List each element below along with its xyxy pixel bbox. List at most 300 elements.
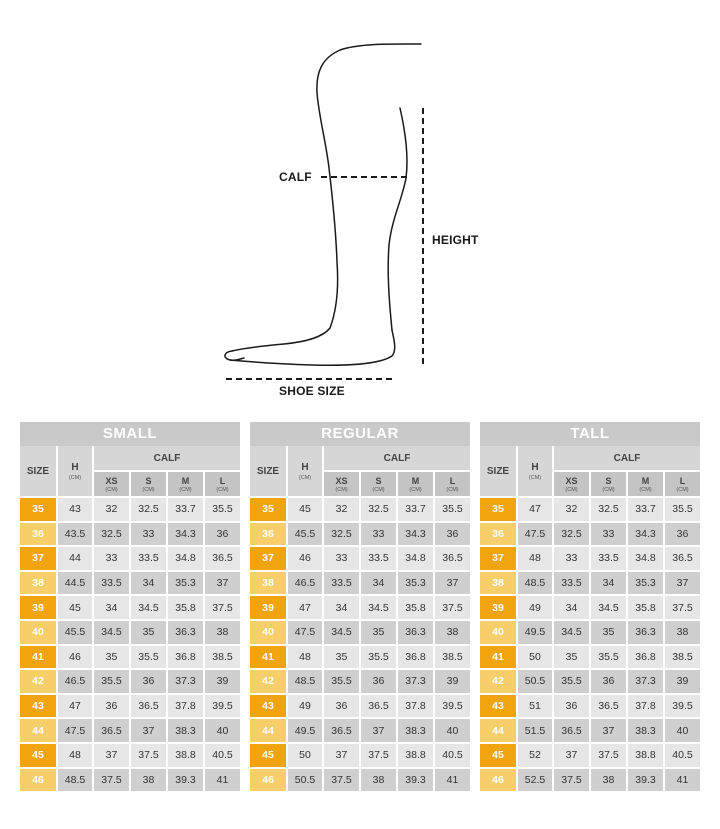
unit-label: (CM) — [409, 486, 422, 493]
table-row — [20, 498, 240, 521]
calf-xs-header — [324, 472, 359, 496]
table-row — [480, 670, 700, 693]
calf-s-cell: 36.5 — [361, 695, 396, 718]
calf-xs-cell: 33 — [554, 547, 589, 570]
table-row — [480, 572, 700, 595]
table-row — [480, 769, 700, 792]
unit-label: (CM) — [298, 474, 312, 481]
calf-l-cell: 40.5 — [205, 744, 240, 767]
height-cell: 52.5 — [518, 769, 552, 792]
calf-l-cell: 37.5 — [435, 596, 470, 619]
size-cell: 35 — [250, 498, 286, 521]
calf-xs-cell: 36.5 — [94, 719, 129, 742]
height-cell: 45.5 — [58, 621, 92, 644]
height-cell: 48.5 — [518, 572, 552, 595]
calf-xs-cell: 33 — [324, 547, 359, 570]
unit-label: (CM) — [602, 486, 615, 493]
height-cell: 49 — [288, 695, 322, 718]
size-cell: 41 — [20, 646, 56, 669]
calf-xs-cell: 35 — [324, 646, 359, 669]
table-body — [20, 498, 240, 791]
calf-l-header — [205, 472, 240, 496]
height-column-header — [518, 446, 552, 496]
table-row — [250, 547, 470, 570]
size-cell: 36 — [20, 523, 56, 546]
calf-l-cell: 39.5 — [665, 695, 700, 718]
calf-xs-cell: 36.5 — [554, 719, 589, 742]
calf-xs-cell: 36 — [324, 695, 359, 718]
calf-m-cell: 37.3 — [628, 670, 663, 693]
table-row — [250, 498, 470, 521]
table-row — [480, 719, 700, 742]
size-table-small — [20, 422, 240, 793]
height-cell: 44 — [58, 547, 92, 570]
height-cell: 46 — [58, 646, 92, 669]
calf-m-cell: 36.3 — [628, 621, 663, 644]
height-cell: 47 — [288, 596, 322, 619]
table-body — [250, 498, 470, 791]
calf-m-cell: 34.3 — [628, 523, 663, 546]
calf-m-cell: 35.3 — [398, 572, 433, 595]
height-cell: 50 — [518, 646, 552, 669]
calf-s-cell: 34 — [361, 572, 396, 595]
calf-xs-cell: 33.5 — [324, 572, 359, 595]
calf-l-header — [665, 472, 700, 496]
size-cell: 39 — [250, 596, 286, 619]
calf-xs-cell: 34 — [554, 596, 589, 619]
calf-s-cell: 37 — [131, 719, 166, 742]
calf-s-cell: 33.5 — [361, 547, 396, 570]
height-header-label: H — [301, 461, 309, 473]
calf-s-cell: 37.5 — [131, 744, 166, 767]
size-cell: 38 — [480, 572, 516, 595]
shoe-size-label: SHOE SIZE — [279, 384, 345, 398]
table-row — [20, 621, 240, 644]
calf-xs-cell: 34 — [94, 596, 129, 619]
size-cell: 45 — [480, 744, 516, 767]
calf-m-cell: 34.8 — [398, 547, 433, 570]
calf-s-cell: 37.5 — [591, 744, 626, 767]
size-cell: 37 — [250, 547, 286, 570]
calf-m-cell: 38.3 — [168, 719, 203, 742]
calf-xs-cell: 35.5 — [554, 670, 589, 693]
size-cell: 44 — [480, 719, 516, 742]
calf-xs-cell: 32 — [94, 498, 129, 521]
calf-m-cell: 37.3 — [398, 670, 433, 693]
calf-s-cell: 35 — [591, 621, 626, 644]
size-cell: 38 — [20, 572, 56, 595]
calf-xs-cell: 35 — [554, 646, 589, 669]
calf-m-cell: 37.8 — [398, 695, 433, 718]
calf-m-cell: 39.3 — [628, 769, 663, 792]
unit-label: (CM) — [335, 486, 348, 493]
table-row — [20, 744, 240, 767]
size-cell: 40 — [20, 621, 56, 644]
calf-label: CALF — [279, 170, 312, 184]
height-cell: 51.5 — [518, 719, 552, 742]
calf-l-cell: 37 — [435, 572, 470, 595]
calf-s-cell: 35.5 — [131, 646, 166, 669]
table-row — [480, 744, 700, 767]
unit-label: (CM) — [142, 486, 155, 493]
calf-xs-cell: 37 — [324, 744, 359, 767]
table-row — [20, 719, 240, 742]
calf-m-cell: 37.3 — [168, 670, 203, 693]
calf-m-cell: 34.8 — [168, 547, 203, 570]
leg-outline-illustration — [0, 0, 720, 410]
calf-m-header — [168, 472, 203, 496]
calf-s-cell: 35.5 — [361, 646, 396, 669]
calf-xs-cell: 34.5 — [324, 621, 359, 644]
calf-m-cell: 37.8 — [168, 695, 203, 718]
calf-m-cell: 36.3 — [168, 621, 203, 644]
calf-m-cell: 33.7 — [628, 498, 663, 521]
calf-s-label: S — [145, 475, 152, 486]
calf-m-cell: 38.3 — [398, 719, 433, 742]
calf-m-cell: 35.3 — [168, 572, 203, 595]
calf-l-cell: 38.5 — [205, 646, 240, 669]
table-row — [250, 769, 470, 792]
calf-m-cell: 38.8 — [168, 744, 203, 767]
table-row — [480, 646, 700, 669]
calf-xs-cell: 33.5 — [94, 572, 129, 595]
calf-l-cell: 36 — [435, 523, 470, 546]
calf-l-cell: 39 — [205, 670, 240, 693]
size-cell: 37 — [480, 547, 516, 570]
height-header-label: H — [71, 461, 79, 473]
calf-s-cell: 33 — [361, 523, 396, 546]
calf-s-cell: 36 — [591, 670, 626, 693]
size-column-header: SIZE — [20, 446, 56, 496]
calf-s-cell: 38 — [361, 769, 396, 792]
calf-s-cell: 33.5 — [591, 547, 626, 570]
calf-l-cell: 40.5 — [435, 744, 470, 767]
calf-s-cell: 37.5 — [361, 744, 396, 767]
height-cell: 46.5 — [58, 670, 92, 693]
table-header — [480, 446, 700, 496]
table-title: TALL — [480, 422, 700, 446]
calf-xs-cell: 32 — [324, 498, 359, 521]
calf-xs-cell: 34.5 — [94, 621, 129, 644]
calf-m-cell: 34.8 — [628, 547, 663, 570]
unit-label: (CM) — [639, 486, 652, 493]
height-cell: 47.5 — [518, 523, 552, 546]
calf-l-cell: 38 — [665, 621, 700, 644]
calf-s-cell: 37 — [361, 719, 396, 742]
calf-l-cell: 41 — [665, 769, 700, 792]
calf-m-cell: 34.3 — [398, 523, 433, 546]
table-row — [250, 596, 470, 619]
height-cell: 48 — [58, 744, 92, 767]
table-row — [250, 621, 470, 644]
size-cell: 43 — [20, 695, 56, 718]
size-cell: 42 — [20, 670, 56, 693]
calf-xs-label: XS — [335, 475, 348, 486]
table-row — [250, 572, 470, 595]
calf-m-cell: 36.8 — [168, 646, 203, 669]
calf-s-cell: 34.5 — [361, 596, 396, 619]
calf-xs-cell: 37.5 — [324, 769, 359, 792]
unit-label: (CM) — [68, 474, 82, 481]
size-cell: 37 — [20, 547, 56, 570]
calf-l-cell: 35.5 — [435, 498, 470, 521]
calf-m-cell: 33.7 — [398, 498, 433, 521]
calf-xs-cell: 32 — [554, 498, 589, 521]
calf-s-cell: 36 — [131, 670, 166, 693]
calf-m-cell: 36.3 — [398, 621, 433, 644]
calf-l-cell: 39 — [435, 670, 470, 693]
calf-l-cell: 40 — [205, 719, 240, 742]
size-cell: 38 — [250, 572, 286, 595]
calf-l-cell: 40 — [665, 719, 700, 742]
calf-xs-cell: 33 — [94, 547, 129, 570]
height-cell: 43.5 — [58, 523, 92, 546]
calf-m-cell: 35.3 — [628, 572, 663, 595]
unit-label: (CM) — [565, 486, 578, 493]
calf-xs-header — [94, 472, 129, 496]
calf-s-header — [131, 472, 166, 496]
calf-l-cell: 39 — [665, 670, 700, 693]
table-row — [20, 523, 240, 546]
calf-xs-label: XS — [105, 475, 118, 486]
size-cell: 43 — [480, 695, 516, 718]
calf-m-label: M — [411, 475, 420, 486]
calf-l-label: L — [679, 475, 686, 486]
calf-m-cell: 34.3 — [168, 523, 203, 546]
height-cell: 48.5 — [288, 670, 322, 693]
calf-s-cell: 34 — [591, 572, 626, 595]
size-cell: 44 — [250, 719, 286, 742]
calf-xs-cell: 36 — [554, 695, 589, 718]
table-title: REGULAR — [250, 422, 470, 446]
size-cell: 41 — [480, 646, 516, 669]
height-cell: 45 — [288, 498, 322, 521]
table-row — [20, 695, 240, 718]
calf-s-cell: 34.5 — [591, 596, 626, 619]
height-cell: 51 — [518, 695, 552, 718]
calf-xs-label: XS — [565, 475, 578, 486]
calf-m-cell: 39.3 — [398, 769, 433, 792]
size-column-header: SIZE — [250, 446, 286, 496]
height-column-header — [288, 446, 322, 496]
calf-m-cell: 35.8 — [398, 596, 433, 619]
calf-l-header — [435, 472, 470, 496]
calf-m-header — [398, 472, 433, 496]
size-column-header: SIZE — [480, 446, 516, 496]
height-cell: 43 — [58, 498, 92, 521]
table-row — [250, 646, 470, 669]
height-cell: 50.5 — [288, 769, 322, 792]
calf-m-cell: 38.3 — [628, 719, 663, 742]
calf-xs-header — [554, 472, 589, 496]
height-cell: 49.5 — [288, 719, 322, 742]
calf-m-label: M — [641, 475, 650, 486]
calf-m-cell: 38.8 — [628, 744, 663, 767]
table-row — [250, 744, 470, 767]
unit-label: (CM) — [179, 486, 192, 493]
calf-l-cell: 37.5 — [665, 596, 700, 619]
calf-s-header — [361, 472, 396, 496]
calf-l-cell: 37 — [205, 572, 240, 595]
calf-s-label: S — [375, 475, 382, 486]
calf-s-cell: 36.5 — [591, 695, 626, 718]
size-cell: 43 — [250, 695, 286, 718]
calf-xs-cell: 37 — [554, 744, 589, 767]
calf-column-header: CALF — [324, 446, 470, 470]
table-row — [480, 695, 700, 718]
calf-l-label: L — [219, 475, 226, 486]
size-cell: 41 — [250, 646, 286, 669]
table-row — [20, 596, 240, 619]
calf-l-cell: 36.5 — [435, 547, 470, 570]
calf-xs-cell: 36 — [94, 695, 129, 718]
calf-l-cell: 35.5 — [205, 498, 240, 521]
calf-xs-cell: 34.5 — [554, 621, 589, 644]
unit-label: (CM) — [216, 486, 229, 493]
calf-xs-cell: 35.5 — [324, 670, 359, 693]
size-cell: 46 — [20, 769, 56, 792]
calf-m-header — [628, 472, 663, 496]
calf-l-cell: 38 — [205, 621, 240, 644]
height-cell: 48 — [518, 547, 552, 570]
calf-m-cell: 37.8 — [628, 695, 663, 718]
calf-xs-cell: 37.5 — [554, 769, 589, 792]
leg-measurement-diagram — [0, 0, 720, 410]
calf-s-cell: 36.5 — [131, 695, 166, 718]
calf-l-cell: 41 — [435, 769, 470, 792]
calf-s-cell: 33.5 — [131, 547, 166, 570]
calf-column-header: CALF — [94, 446, 240, 470]
height-cell: 47 — [518, 498, 552, 521]
table-title: SMALL — [20, 422, 240, 446]
calf-l-label: L — [449, 475, 456, 486]
table-row — [250, 523, 470, 546]
size-cell: 39 — [480, 596, 516, 619]
size-cell: 40 — [480, 621, 516, 644]
size-cell: 39 — [20, 596, 56, 619]
table-row — [250, 719, 470, 742]
size-cell: 35 — [20, 498, 56, 521]
calf-m-cell: 38.8 — [398, 744, 433, 767]
calf-s-cell: 33 — [131, 523, 166, 546]
height-cell: 49 — [518, 596, 552, 619]
calf-xs-cell: 34 — [324, 596, 359, 619]
height-cell: 45 — [58, 596, 92, 619]
calf-xs-cell: 32.5 — [324, 523, 359, 546]
table-row — [480, 547, 700, 570]
size-cell: 45 — [20, 744, 56, 767]
height-cell: 47.5 — [58, 719, 92, 742]
calf-xs-cell: 36.5 — [324, 719, 359, 742]
calf-l-cell: 38.5 — [665, 646, 700, 669]
unit-label: (CM) — [528, 474, 542, 481]
size-cell: 36 — [250, 523, 286, 546]
calf-l-cell: 36.5 — [665, 547, 700, 570]
size-table-regular — [250, 422, 470, 793]
table-row — [480, 498, 700, 521]
calf-s-cell: 38 — [131, 769, 166, 792]
calf-l-cell: 39.5 — [435, 695, 470, 718]
table-row — [20, 547, 240, 570]
size-cell: 46 — [250, 769, 286, 792]
height-cell: 46 — [288, 547, 322, 570]
calf-l-cell: 38.5 — [435, 646, 470, 669]
table-row — [480, 523, 700, 546]
calf-m-cell: 33.7 — [168, 498, 203, 521]
calf-s-header — [591, 472, 626, 496]
size-cell: 42 — [250, 670, 286, 693]
size-cell: 42 — [480, 670, 516, 693]
calf-s-cell: 35 — [131, 621, 166, 644]
calf-s-cell: 35.5 — [591, 646, 626, 669]
height-cell: 46.5 — [288, 572, 322, 595]
calf-s-cell: 33 — [591, 523, 626, 546]
table-row — [20, 646, 240, 669]
calf-l-cell: 40 — [435, 719, 470, 742]
calf-m-cell: 36.8 — [398, 646, 433, 669]
table-row — [250, 670, 470, 693]
height-cell: 52 — [518, 744, 552, 767]
calf-l-cell: 37.5 — [205, 596, 240, 619]
unit-label: (CM) — [105, 486, 118, 493]
size-cell: 46 — [480, 769, 516, 792]
calf-l-cell: 41 — [205, 769, 240, 792]
table-row — [20, 769, 240, 792]
calf-l-cell: 38 — [435, 621, 470, 644]
size-table-tall — [480, 422, 700, 793]
calf-xs-cell: 32.5 — [94, 523, 129, 546]
height-cell: 47.5 — [288, 621, 322, 644]
calf-s-cell: 37 — [591, 719, 626, 742]
height-cell: 50.5 — [518, 670, 552, 693]
table-row — [20, 572, 240, 595]
height-cell: 50 — [288, 744, 322, 767]
table-row — [480, 621, 700, 644]
unit-label: (CM) — [372, 486, 385, 493]
calf-s-cell: 34.5 — [131, 596, 166, 619]
size-cell: 35 — [480, 498, 516, 521]
calf-m-cell: 39.3 — [168, 769, 203, 792]
height-cell: 48.5 — [58, 769, 92, 792]
table-row — [20, 670, 240, 693]
calf-m-cell: 35.8 — [628, 596, 663, 619]
height-header-label: H — [531, 461, 539, 473]
calf-s-label: S — [605, 475, 612, 486]
height-label: HEIGHT — [432, 233, 479, 247]
unit-label: (CM) — [676, 486, 689, 493]
table-header — [20, 446, 240, 496]
calf-l-cell: 35.5 — [665, 498, 700, 521]
calf-xs-cell: 32.5 — [554, 523, 589, 546]
calf-l-cell: 39.5 — [205, 695, 240, 718]
calf-l-cell: 40.5 — [665, 744, 700, 767]
size-cell: 40 — [250, 621, 286, 644]
calf-s-cell: 38 — [591, 769, 626, 792]
calf-s-cell: 36 — [361, 670, 396, 693]
unit-label: (CM) — [446, 486, 459, 493]
calf-s-cell: 32.5 — [131, 498, 166, 521]
size-cell: 36 — [480, 523, 516, 546]
table-row — [250, 695, 470, 718]
size-cell: 45 — [250, 744, 286, 767]
calf-column-header: CALF — [554, 446, 700, 470]
size-cell: 44 — [20, 719, 56, 742]
calf-l-cell: 36 — [205, 523, 240, 546]
calf-l-cell: 37 — [665, 572, 700, 595]
height-cell: 47 — [58, 695, 92, 718]
calf-l-cell: 36.5 — [205, 547, 240, 570]
calf-xs-cell: 35.5 — [94, 670, 129, 693]
